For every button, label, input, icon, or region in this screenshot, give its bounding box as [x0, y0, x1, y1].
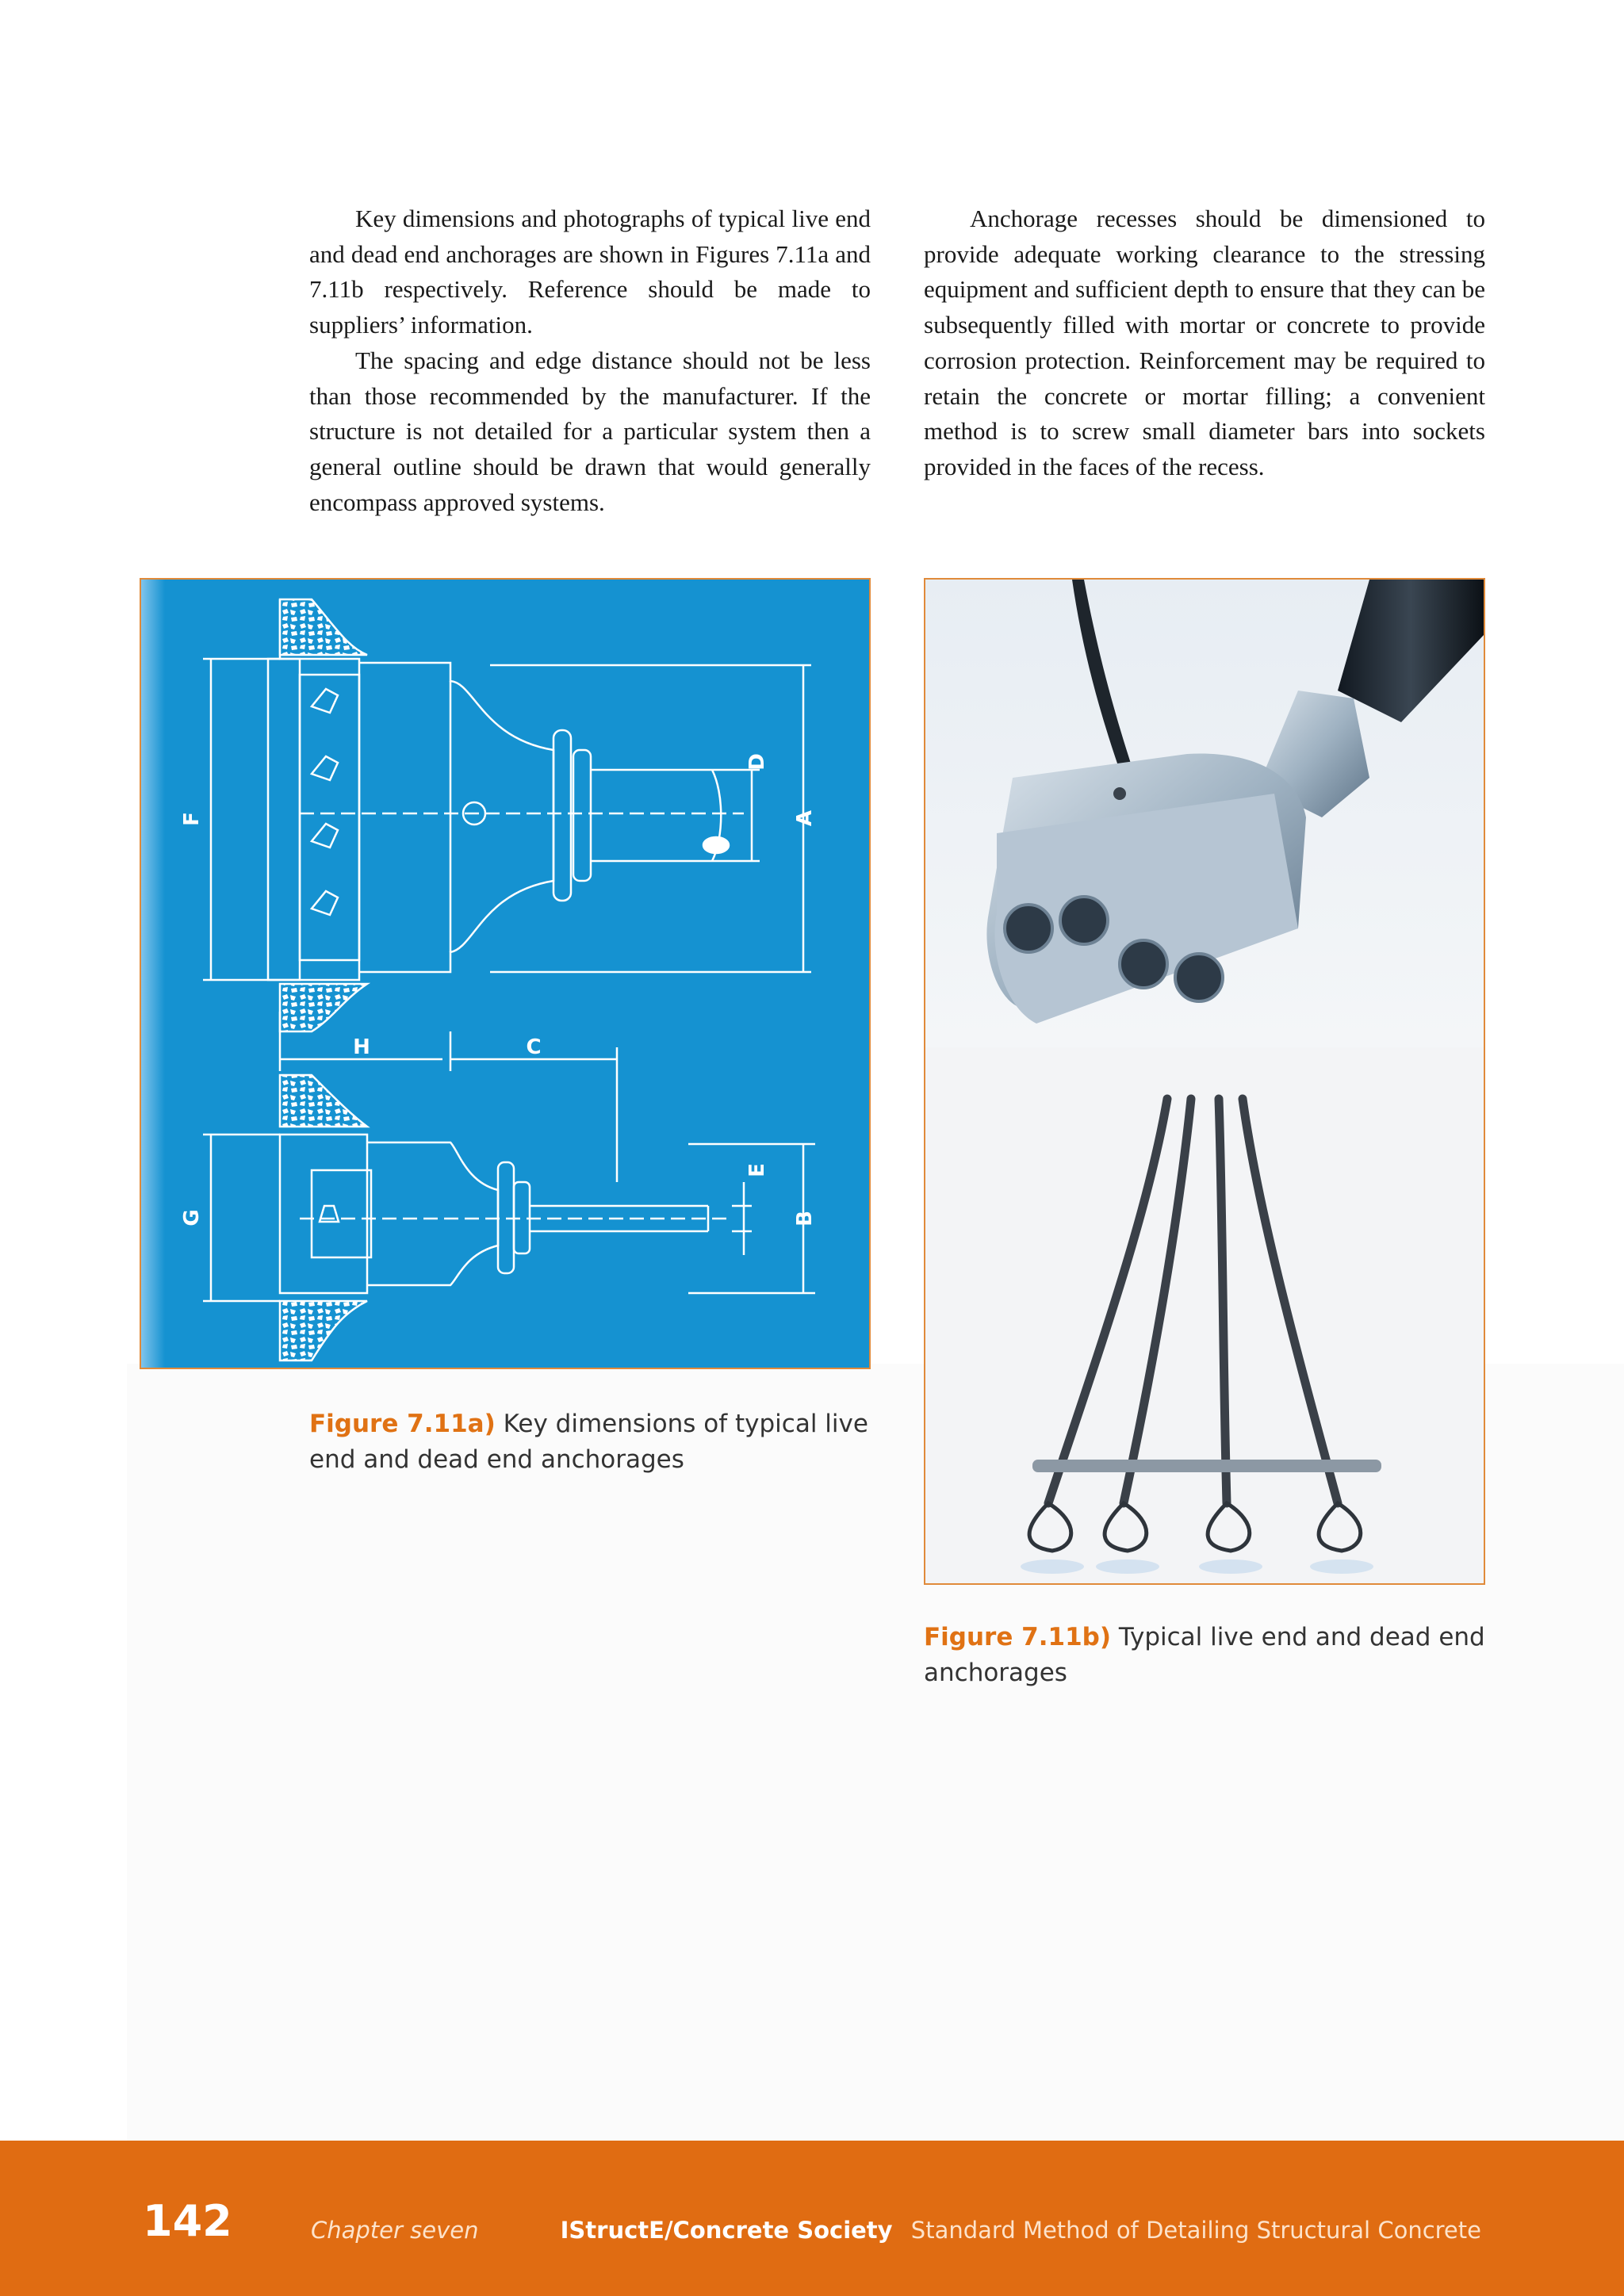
- paragraph: Anchorage recesses should be dimensioned to provide adequate working clearance to the stressing equipment and sufficient depth to ensure that they can be subsequently filled with mortar or concrete to provide corrosion protection. Reinforcement may be required to retain the concrete or mortar filling; a convenient method is to screw small diameter bars into sockets provided in the faces of the recess.: [924, 205, 1485, 480]
- caption-text: Key dimensions of typical live end and dead end anchorages: [309, 1410, 868, 1474]
- dimension-label-g: G: [180, 1209, 204, 1226]
- publication-title: Standard Method of Detailing Structural Concrete: [910, 2217, 1481, 2244]
- publisher-name: IStructE/Concrete Society: [560, 2217, 893, 2244]
- dimension-label-f: F: [180, 812, 204, 826]
- chapter-label: Chapter seven: [311, 2217, 479, 2244]
- figure-7-11b-caption: [924, 1620, 1485, 1691]
- caption-text: Typical live end and dead end anchorages: [924, 1623, 1485, 1687]
- body-text-left-column: [309, 201, 871, 520]
- body-text-right-column: [924, 201, 1485, 485]
- paragraph: Key dimensions and photographs of typical live end and dead end anchorages are shown in Figures 7.11a and 7.11b respectively. Reference should be made to suppliers’ information.: [309, 205, 871, 339]
- figure-label: Figure 7.11b): [924, 1623, 1112, 1651]
- dimension-label-h: H: [353, 1035, 370, 1059]
- dimension-label-a: A: [793, 809, 817, 827]
- figure-7-11a-drawing: [140, 578, 871, 1369]
- page-number: 142: [143, 2196, 232, 2246]
- dimension-label-e: E: [745, 1163, 769, 1177]
- dimension-label-d: D: [745, 753, 769, 771]
- figure-label: Figure 7.11a): [309, 1410, 496, 1438]
- figure-7-11b-photo: [924, 578, 1485, 1585]
- dimension-label-b: B: [793, 1211, 817, 1226]
- paragraph: The spacing and edge distance should not be less than those recommended by the manufacturer. If the structure is not detailed for a particular system then a general outline should be drawn that would generally encompass approved systems.: [309, 346, 871, 516]
- dimension-label-c: C: [526, 1035, 542, 1059]
- figure-7-11a-caption: [309, 1406, 871, 1478]
- running-footer-title: [561, 2216, 1481, 2244]
